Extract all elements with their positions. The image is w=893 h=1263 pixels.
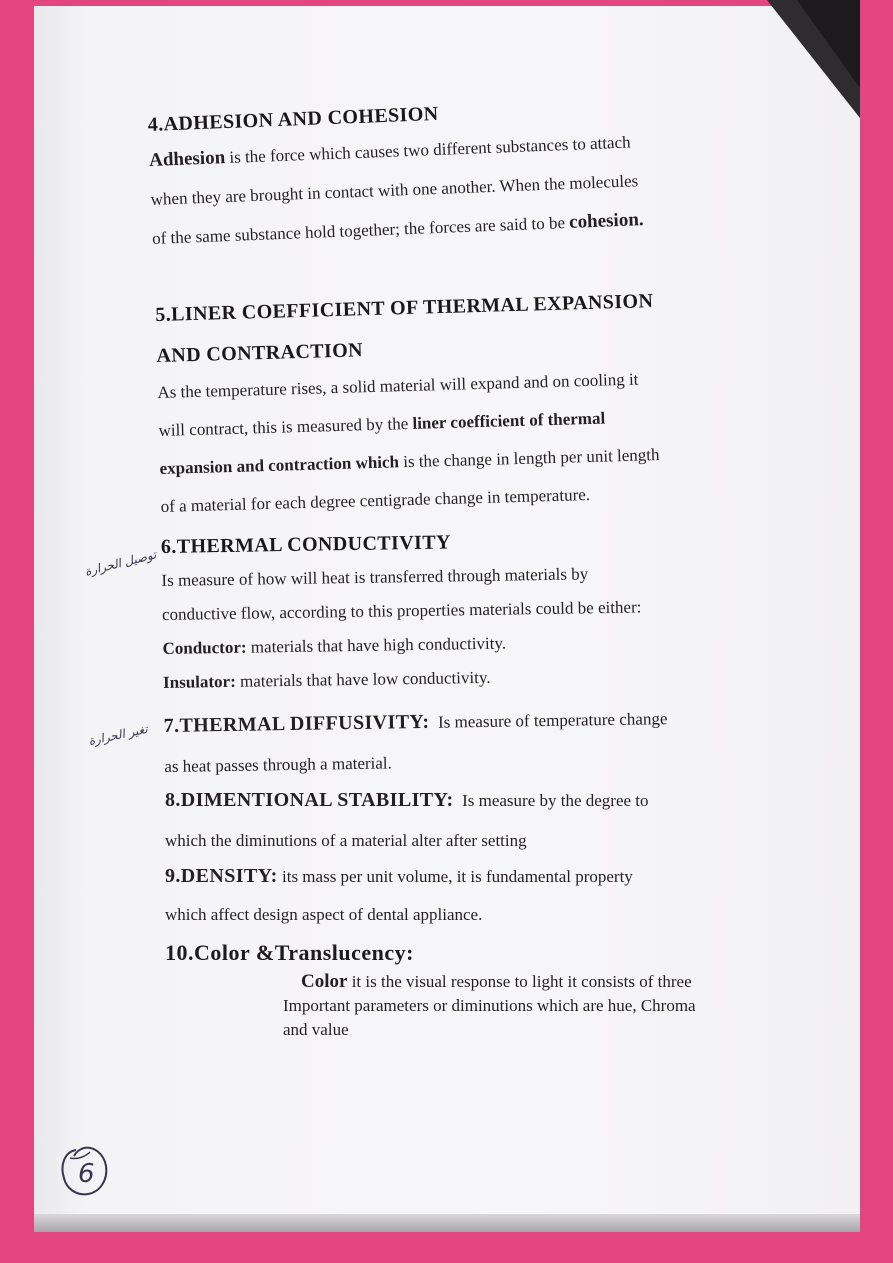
section-4-line-1	[149, 127, 764, 171]
background-border-right	[860, 0, 893, 1263]
section-7-heading: 7.THERMAL DIFFUSIVITY:	[163, 710, 430, 738]
text-span: Is measure of temperature change	[437, 709, 668, 732]
section-6-line-2: conductive flow, according to this properties materials could be either:	[161, 597, 642, 624]
term-color: Color	[301, 971, 348, 992]
term-insulator: Insulator:	[162, 671, 236, 692]
section-10	[165, 940, 780, 1039]
text-span: Is measure by the degree to	[462, 791, 649, 810]
section-10-paragraph	[283, 970, 696, 1042]
margin-note-thermal-conduction: توصيل الحرارة	[83, 547, 158, 579]
section-9-line-1	[165, 866, 780, 887]
section-6-line-1: Is measure of how will heat is transferred through materials by	[161, 564, 589, 591]
section-10-line-2: Important parameters or diminutions which are hue, Chroma	[283, 996, 696, 1015]
section-5-line-3	[159, 442, 774, 479]
section-6-heading: 6.THERMAL CONDUCTIVITY	[160, 531, 452, 559]
section-4-line-2: when they are brought in contact with one another. When the molecules	[150, 171, 639, 209]
section-8-line-2: which the diminutions of a material alter after setting	[165, 831, 527, 850]
section-10-heading: 10.Color &Translucency:	[165, 940, 414, 965]
term-liner-coefficient: liner coefficient of thermal	[412, 408, 606, 433]
section-5-heading-line-2: AND CONTRACTION	[156, 339, 364, 368]
dark-corner-shadow	[767, 0, 860, 118]
page-number	[56, 1140, 114, 1204]
term-adhesion: Adhesion	[148, 147, 226, 172]
text-span: is the force which causes two different substances to attach	[224, 132, 631, 168]
background-border-left	[0, 0, 34, 1263]
section-9-line-2: which affect design aspect of dental appliance.	[165, 905, 483, 924]
section-8	[165, 790, 780, 851]
text-span: materials that have low conductivity.	[235, 667, 491, 691]
margin-note-thermal-change: تغير الحرارة	[87, 721, 149, 749]
section-6-line-3	[162, 629, 777, 659]
page-number-text: 6	[78, 1159, 95, 1189]
section-5-heading-line-1: 5.LINER COEFFICIENT OF THERMAL EXPANSION	[155, 290, 654, 327]
text-span: of the same substance hold together; the forces are said to be	[151, 212, 570, 248]
term-conductor: Conductor:	[162, 637, 247, 658]
text-span: will contract, this is measured by the	[158, 413, 413, 440]
text-span: materials that have high conductivity.	[246, 633, 507, 657]
section-8-heading: 8.DIMENTIONAL STABILITY:	[165, 789, 454, 811]
section-10-line-3: and value	[283, 1020, 349, 1039]
paper-bottom-edge	[34, 1214, 860, 1232]
section-7	[164, 706, 780, 777]
text-span: is the change in length per unit length	[398, 445, 660, 472]
section-4-heading: 4.ADHESION AND COHESION	[147, 102, 439, 137]
section-6	[161, 526, 778, 693]
section-5	[155, 287, 776, 517]
section-9-heading: 9.DENSITY:	[165, 865, 278, 887]
section-5-line-2	[158, 404, 773, 441]
term-cohesion: cohesion.	[568, 209, 644, 233]
section-10-line-1	[283, 970, 696, 994]
section-7-line-2: as heat passes through a material.	[164, 753, 392, 776]
page-number-circle	[56, 1140, 114, 1204]
background-border-bottom	[0, 1232, 893, 1263]
text-span: it is the visual response to light it consists of three	[347, 972, 692, 991]
section-5-line-4: of a material for each degree centigrade change in temperature.	[160, 484, 591, 516]
section-5-line-1: As the temperature rises, a solid material will expand and on cooling it	[157, 369, 639, 403]
section-8-line-1	[165, 790, 780, 811]
term-expansion-contraction: expansion and contraction which	[159, 452, 400, 478]
text-span: its mass per unit volume, it is fundamental property	[282, 867, 633, 886]
section-9	[165, 866, 780, 925]
section-4	[147, 90, 767, 249]
